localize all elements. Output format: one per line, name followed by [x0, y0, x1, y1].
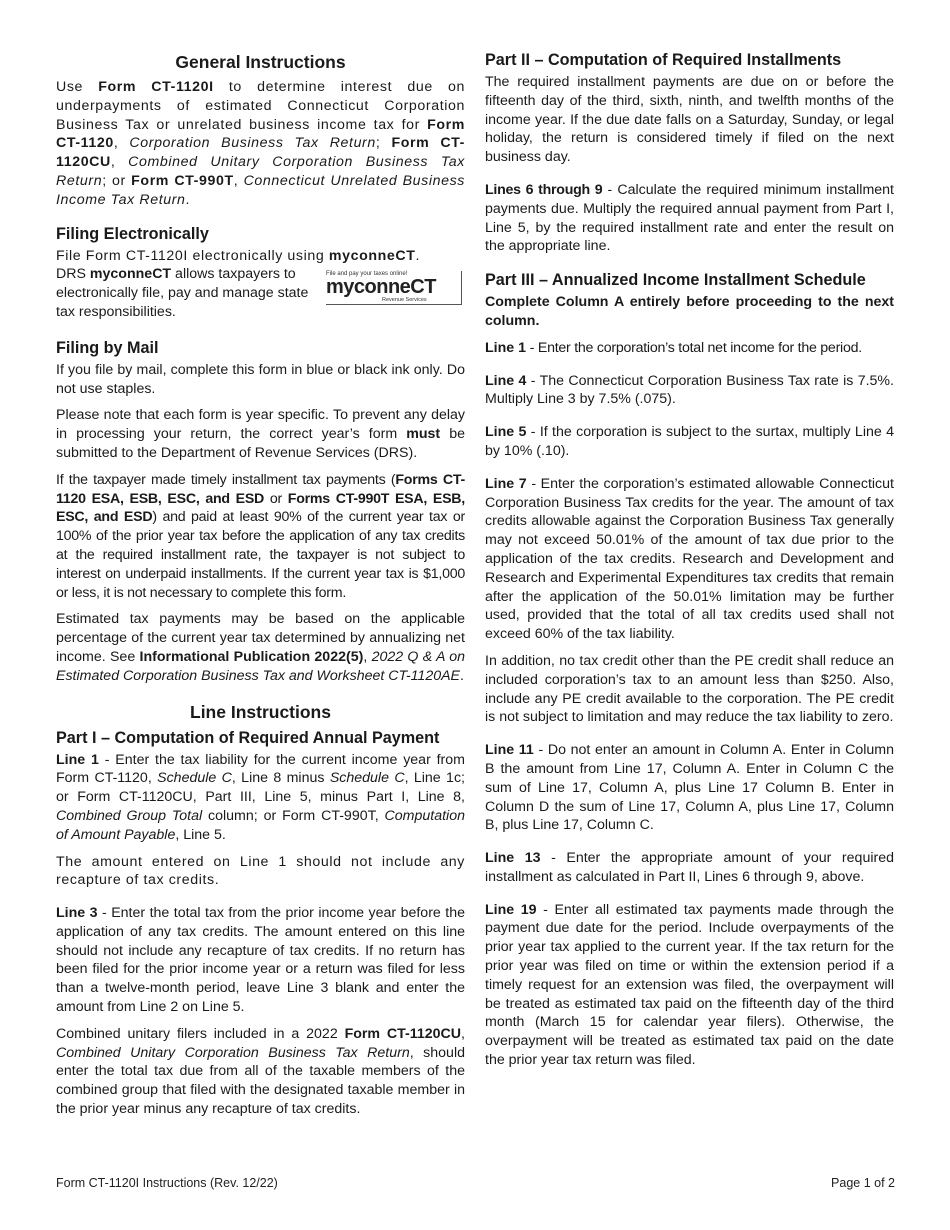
p3-line5-instructions: Line 5 - If the corporation is subject to the surtax, multiply Line 4 by 10% (.10). — [485, 424, 894, 459]
p3-line7-instructions: Line 7 - Enter the corporation’s estimated allowable Connecticut Corporation Business Tax credits for the year. The amount of tax credits allowable against the Corporation Business Tax generally may not exceed 50.01% of the amount of tax due prior to the application of the tax credits. Research and Development and Research and Experimental Expenditures tax credits that remain after the application of the 50.01% limitation may be further used, provided that the total of all tax credits used shall not exceed 60% of the tax liability. — [485, 475, 894, 643]
myconnect-row — [56, 265, 465, 321]
filing-electronically-text: File Form CT-1120I electronically using myconneCT. — [56, 247, 421, 264]
filing-electronically-heading: Filing Electronically — [56, 224, 209, 243]
p3-line13-instructions: Line 13 - Enter the appropriate amount of your required installment as calculated in Part II, Lines 6 through 9, above. — [485, 850, 894, 885]
footer-form-id: Form CT-1120I Instructions (Rev. 12/22) — [56, 1176, 278, 1190]
p3-line4-instructions: Line 4 - The Connecticut Corporation Business Tax rate is 7.5%. Multiply Line 3 by 7.5% (.075). — [485, 372, 894, 408]
footer-page-number: Page 1 of 2 — [831, 1176, 895, 1190]
myconnect-description: DRS myconneCT allows taxpayers to electronically file, pay and manage state tax responsibilities. — [56, 266, 309, 320]
p3-line1-instructions: Line 1 - Enter the corporation’s total net income for the period. — [485, 339, 862, 356]
filing-by-mail-heading: Filing by Mail — [56, 338, 159, 357]
mail-paragraph-1: If you file by mail, complete this form in blue or black ink only. Do not use staples. — [56, 361, 465, 397]
line1-note: The amount entered on Line 1 should not include any recapture of tax credits. — [56, 853, 465, 889]
part2-text: The required installment payments are due on or before the fifteenth day of the third, sixth, ninth, and twelfth months of the income year. If the due date falls on a Saturday, Sunday, or legal holiday, the return is considered timely if filed on the next business day. — [485, 74, 894, 166]
line3-instructions: Line 3 - Enter the total tax from the prior income year before the application of any tax credits. The amount entered on this line should not include any recapture of tax credits. If no return has been filed for the prior income year or a return was filed for less than a twelve-month period, leave Line 3 blank and enter the amount from Line 2 on Line 5. — [56, 905, 465, 1016]
line1-instructions: Line 1 - Enter the tax liability for the current income year from Form CT-1120, Schedule C, Line 8 minus Schedule C, Line 1c; or Form CT-1120CU, Part III, Line 5, minus Part I, Line 8, Combined Group Total column; or Form CT-990T, Computation of Amount Payable, Line 5. — [56, 751, 465, 843]
part1-heading: Part I – Computation of Required Annual Payment — [56, 728, 440, 747]
part3-heading: Part III – Annualized Income Installment Schedule — [485, 271, 866, 290]
combined-unitary-text: Combined unitary filers included in a 2022 Form CT-1120CU, Combined Unitary Corporation Business Tax Return, should enter the total tax due from all of the taxable members of the combined group that filed with the designated taxable member in the prior year minus any recapture of tax credits. — [56, 1025, 465, 1118]
lines6-9-instructions: Lines 6 through 9 - Calculate the required minimum installment payments due. Multiply the required annual payment from Part I, Line 5, by the required installment rate and enter the result on the appropriate line. — [485, 181, 894, 255]
line-instructions-heading: Line Instructions — [190, 701, 331, 722]
part3-subheading: Complete Column A entirely before proceeding to the next column. — [485, 294, 894, 329]
right-column — [485, 50, 894, 1078]
p3-line11-instructions: Line 11 - Do not enter an amount in Column A. Enter in Column B the amount from Line 17, Column A. Enter in Column C the sum of Line 17, Column A, plus Line 17 Column B. Enter in Column D the sum of Line 17, Column A, plus Line 17, Column B, plus Line 17, Column C. — [485, 742, 894, 834]
left-column — [56, 50, 465, 1127]
myconnect-logo — [326, 271, 462, 305]
mail-paragraph-4: Estimated tax payments may be based on the applicable percentage of the current year tax determined by annualizing net income. See Informational Publication 2022(5), 2022 Q & A on Estimated Corporation Business Tax and Worksheet CT-1120AE. — [56, 611, 465, 684]
mail-paragraph-2: Please note that each form is year specific. To prevent any delay in processing your return, the correct year’s form must be submitted to the Department of Revenue Services (DRS). — [56, 407, 465, 461]
mail-paragraph-3: If the taxpayer made timely installment tax payments (Forms CT-1120 ESA, ESB, ESC, and ESD or Forms CT-990T ESA, ESB, ESC, and ESD) and paid at least 90% of the current year tax or 100% of the prior year tax before the application of any tax credits at the required installment rate, the taxpayer is not subject to interest on underpaid installments. If the current year tax is $1,000 or less, it is not necessary to complete this form. — [56, 471, 465, 601]
part2-heading: Part II – Computation of Required Installments — [485, 51, 842, 69]
logo-tagline: File and pay your taxes online! — [326, 271, 408, 278]
logo-brand: myconneCT — [326, 276, 436, 299]
p3-line19-instructions: Line 19 - Enter all estimated tax payments made through the payment due date for the period. Include overpayments of the prior year tax applied to the current year. If the tax return for the prior year was filed on time or within the extension period if a timely request for an extension was filed, the overpayment will be treated as estimated tax paid on the fifteenth day of the third month (March 15 for calendar year filers). Otherwise, the overpayment will be treated as estimated tax paid on the date the prior year tax return was filed. — [485, 901, 894, 1069]
general-instructions-text: Use Form CT-1120I to determine interest due on underpayments of estimated Connecticut Corporation Business Tax or unrelated business income tax for Form CT-1120, Corporation Business Tax Return; Form CT-1120CU, Combined Unitary Corporation Business Tax Return; or Form CT-990T, Connecticut Unrelated Business Income Tax Return. — [56, 79, 465, 208]
logo-sub: Revenue Services — [382, 297, 427, 304]
general-instructions-heading: General Instructions — [175, 52, 346, 72]
pe-credit-text: In addition, no tax credit other than the PE credit shall reduce an included corporation’s tax to an amount less than $250. Also, include any PE credit available to the corporation. The PE credit is not subject to limitation and may reduce the tax liability to zero. — [485, 652, 894, 726]
